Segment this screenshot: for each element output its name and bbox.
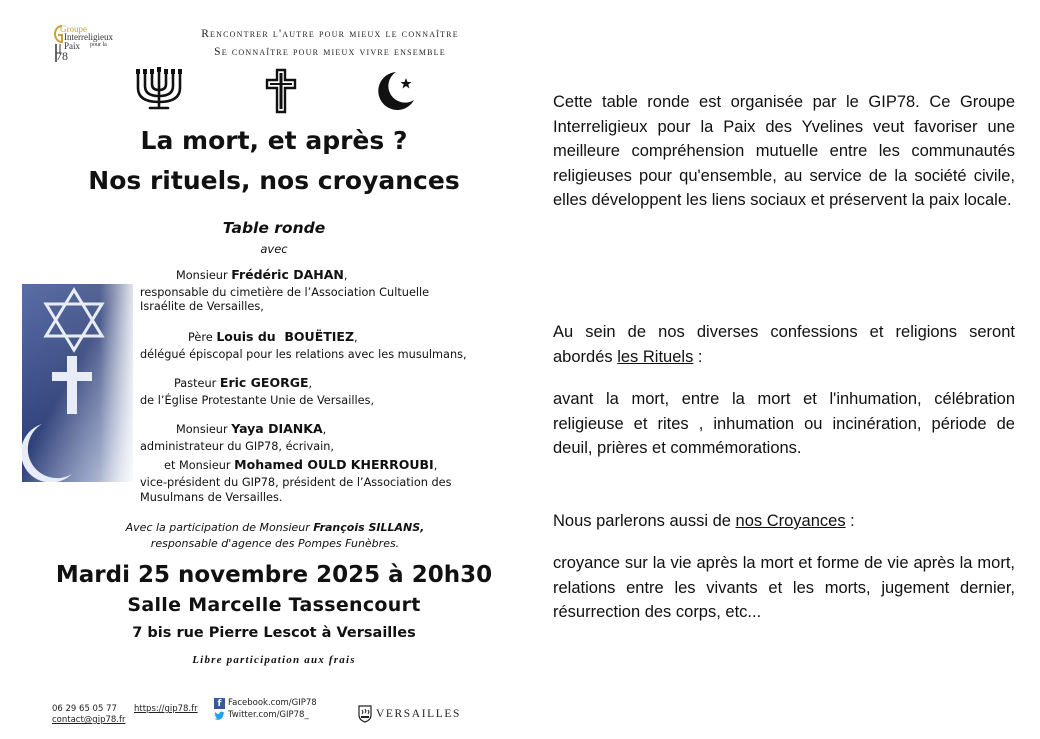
speaker-3-name-line (174, 376, 312, 392)
speaker-1-role-2: Israélite de Versailles, (140, 300, 264, 313)
speaker-4-role: administrateur du GIP78, écrivain, (140, 440, 335, 453)
rituels-underlined: les Rituels (617, 347, 694, 366)
logo-letter-g: Groupe (60, 24, 87, 34)
speaker-5-prefix: et Monsieur (164, 459, 231, 472)
speaker-4-prefix: Monsieur (176, 423, 228, 436)
croyances-colon: : (845, 512, 855, 530)
gip78-logo (50, 22, 130, 66)
logo-mark-icon (50, 22, 66, 66)
versailles-crest-icon (358, 705, 372, 723)
speaker-2-role: délégué épiscopal pour les relations avec les musulmans, (140, 348, 467, 361)
footer-facebook-text: Facebook.com/GIP78 (228, 698, 317, 708)
speaker-3-role: de l’Église Protestante Unie de Versailles, (140, 394, 375, 407)
interfaith-symbols-image (22, 284, 133, 482)
event-fee: Libre participation aux frais (192, 654, 356, 666)
participation-name: François SILLANS, (313, 521, 425, 534)
title-line-1: La mort, et après ? (140, 126, 408, 155)
speaker-2-prefix: Père (188, 331, 213, 344)
logo-line-interreligieux: Interreligieux (64, 32, 113, 42)
logo-line-pour-la: pour la (90, 42, 107, 48)
speaker-4-name-line (176, 422, 326, 438)
event-avec: avec (260, 242, 288, 256)
speaker-2-name: Louis du BOUËTIEZ (216, 329, 355, 344)
speaker-1-prefix: Monsieur (176, 269, 228, 282)
speaker-5-suffix: , (433, 459, 438, 472)
participation-prefix: Avec la participation de Monsieur (125, 521, 310, 534)
facebook-icon: f (214, 698, 225, 709)
tagline-line-2: Se connaître pour mieux vivre ensemble (214, 46, 446, 58)
speaker-3-suffix: , (308, 377, 313, 390)
footer-email-link[interactable]: contact@gip78.fr (52, 715, 126, 725)
tagline-line-1: Rencontrer l'autre pour mieux le connaître (201, 28, 459, 40)
speaker-4-name: Yaya DIANKA (231, 421, 323, 436)
footer-twitter-row[interactable] (214, 710, 317, 721)
speaker-1-role: responsable du cimetière de l’Association Cultuelle (140, 286, 430, 299)
footer-phone: 06 29 65 05 77 (52, 704, 117, 714)
versailles-logo (358, 705, 461, 723)
rituels-colon: : (693, 347, 703, 366)
crescent-icon (374, 68, 418, 114)
event-venue: Salle Marcelle Tassencourt (127, 594, 421, 616)
footer-social (214, 698, 317, 721)
speaker-2-name-line (188, 330, 358, 346)
rituels-details: avant la mort, entre la mort et l'inhumation, célébration religieuse et rites , inhumation ou incinération, période de deuil, prières et commémorations. (553, 390, 1015, 457)
speaker-4-suffix: , (322, 423, 327, 436)
event-subtitle: Table ronde (222, 219, 326, 237)
speaker-5-role: vice-président du GIP78, président de l’Association des (140, 476, 452, 489)
twitter-icon (214, 711, 225, 721)
speaker-2-suffix: , (354, 331, 358, 344)
rituels-intro (553, 320, 1015, 369)
event-date: Mardi 25 novembre 2025 à 20h30 (55, 562, 493, 588)
speaker-5-name: Mohamed OULD KHERROUBI (234, 457, 434, 472)
intro-paragraph: Cette table ronde est organisée par le GIP78. Ce Groupe Interreligieux pour la Paix des Yvelines veut favoriser une meilleure compréhension mutuelle entre les communautés religieuses pour qu'ensemble, au service de la société civile, elles développent les liens sociaux et préservent la paix locale. (553, 93, 1015, 209)
speaker-1-name-line (176, 268, 347, 284)
event-address: 7 bis rue Pierre Lescot à Versailles (132, 625, 416, 641)
footer-website-link[interactable]: https://gip78.fr (134, 704, 198, 714)
speaker-5-name-line (164, 458, 437, 474)
title-line-2: Nos rituels, nos croyances (88, 166, 460, 195)
footer-website (134, 704, 198, 715)
speaker-5-role-2: Musulmans de Versailles. (140, 491, 283, 504)
logo-line-78: 78 (56, 49, 68, 63)
footer-facebook-row[interactable] (214, 698, 317, 709)
speaker-3-name: Eric GEORGE (219, 375, 309, 390)
menorah-icon (132, 66, 186, 114)
cross-icon (264, 68, 298, 114)
footer-contact (52, 704, 125, 726)
croyances-details: croyance sur la vie après la mort et forme de vie après la mort, relations entre les vivants et les morts, jugement dernier, résurrection des corps, etc... (553, 554, 1015, 621)
logo-line-paix: Paix (64, 41, 81, 51)
speaker-1-name: Frédéric DAHAN (231, 267, 344, 282)
croyances-underlined: nos Croyances (735, 512, 846, 530)
croyances-intro (553, 509, 1015, 534)
croyances-intro-text: Nous parlerons aussi de (553, 512, 736, 530)
footer-twitter-text: Twitter.com/GIP78_ (228, 710, 309, 720)
participation-line-1 (110, 520, 440, 535)
speaker-1-suffix: , (343, 269, 348, 282)
speaker-3-prefix: Pasteur (174, 377, 217, 390)
versailles-wordmark: VERSAILLES (376, 708, 461, 720)
participation-line-2: responsable d'agence des Pompes Funèbres. (150, 537, 400, 550)
rituels-intro-text: Au sein de nos diverses confessions et religions seront abordés (553, 323, 1015, 366)
